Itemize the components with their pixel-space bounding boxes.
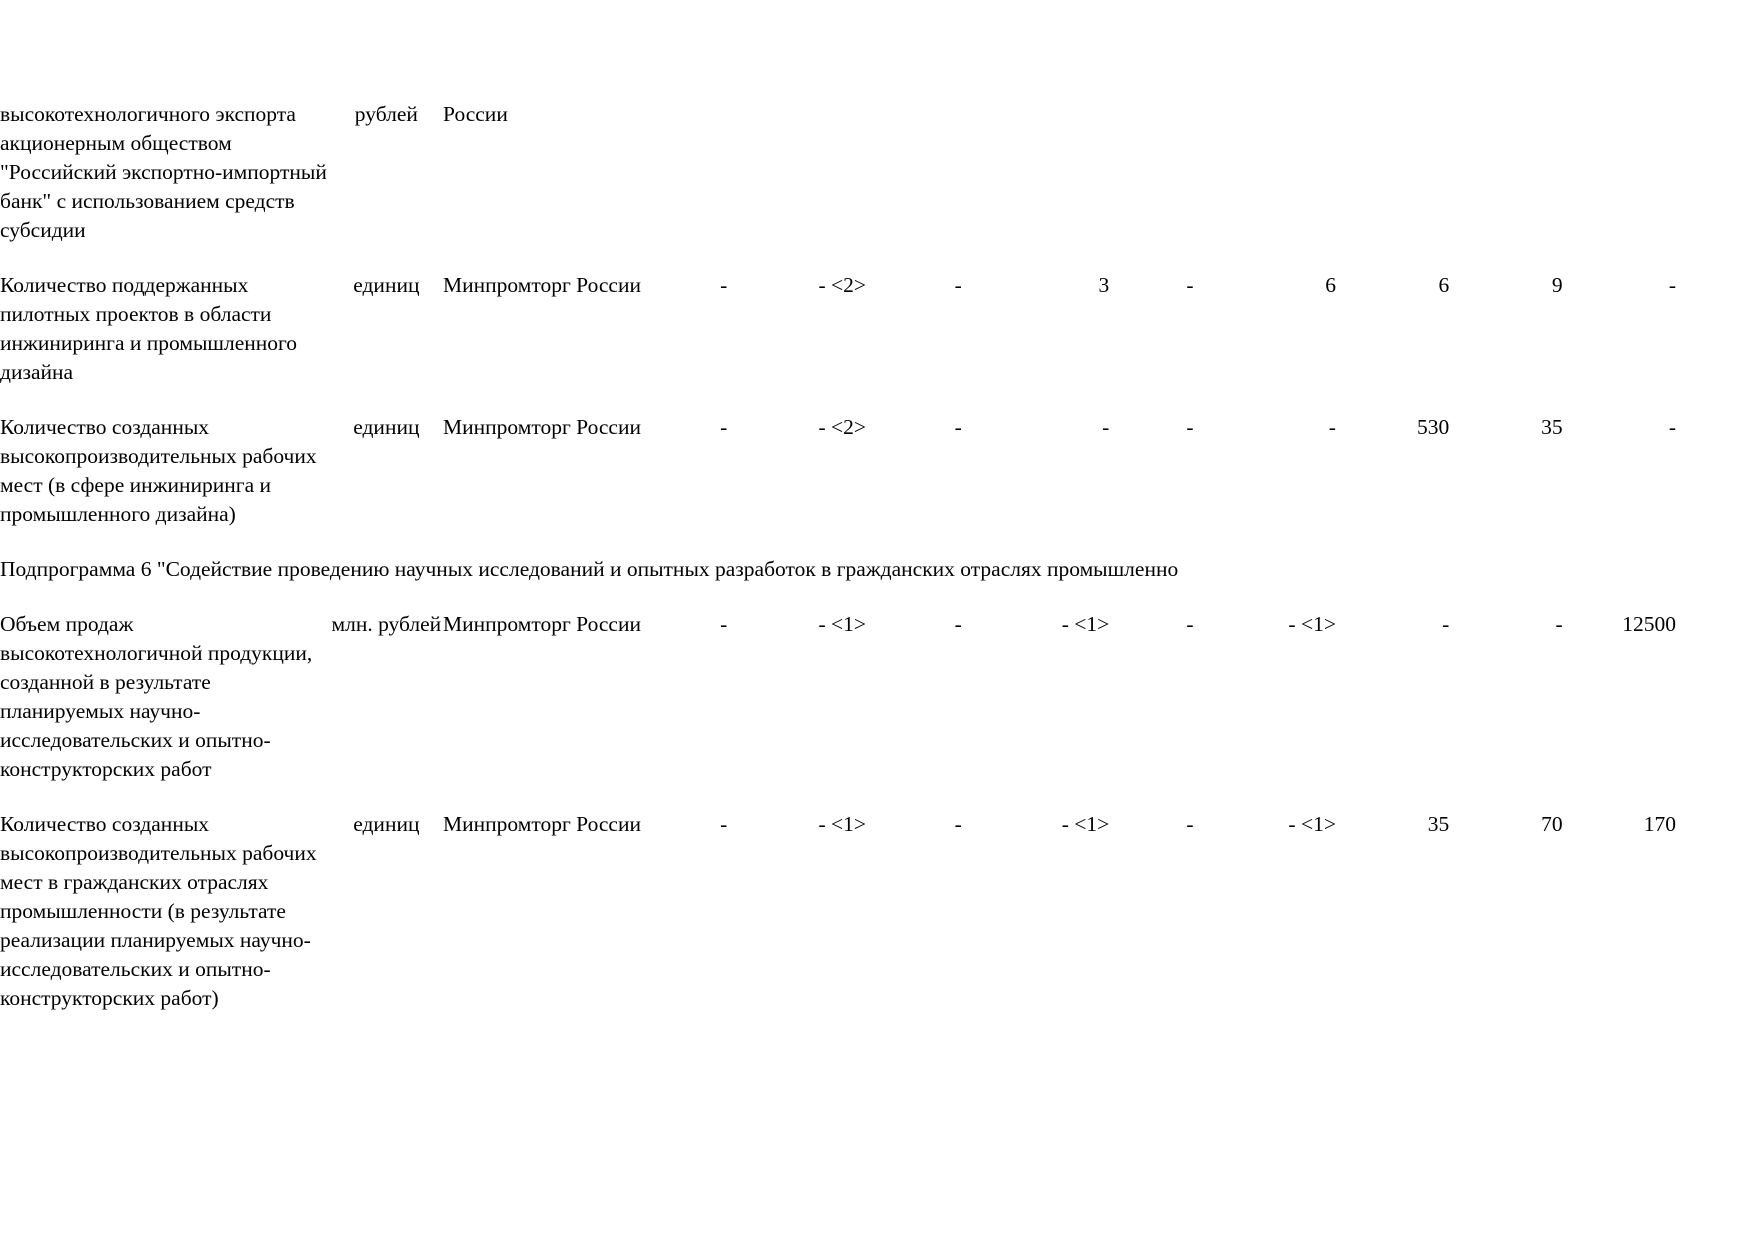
indicator-value: - [1186, 812, 1194, 836]
indicator-value: 6 [1438, 273, 1450, 297]
indicator-value: - <2> [818, 415, 867, 439]
indicator-value: 12500 [1622, 612, 1676, 636]
table-row [0, 271, 1700, 413]
indicator-value [1360, 100, 1473, 271]
indicator-name: Объем продаж высокотехнологичной продукции, созданной в результате планируемых научно-исследовательских и опытно-конструкторских работ [0, 612, 313, 781]
indicator-value: - [1328, 415, 1336, 439]
indicator-value: - [954, 812, 962, 836]
indicator-value: - <1> [1061, 812, 1110, 836]
indicator-value: 530 [1417, 415, 1450, 439]
indicator-value: 35 [1541, 415, 1563, 439]
indicator-name: Количество поддержанных пилотных проектов в области инжиниринга и промышленного дизайна [0, 273, 298, 384]
indicator-value: - <1> [1288, 612, 1336, 636]
indicator-value: - [954, 612, 962, 636]
indicator-value: - [954, 273, 962, 297]
indicator-value: - <1> [1061, 612, 1110, 636]
indicator-value: - [1186, 415, 1194, 439]
indicator-value: - [1668, 415, 1676, 439]
indicators-table [0, 100, 1700, 1039]
indicator-value [1473, 100, 1586, 271]
indicator-responsible: Минпромторг России [443, 415, 641, 439]
indicator-value: - [1102, 415, 1110, 439]
indicator-name: высокотехнологичного экспорта акционерным обществом "Российский экспортно-импортный банк" с использованием средств субсидии [0, 102, 327, 242]
subprogram-heading: Подпрограмма 6 "Содействие проведению научных исследований и опытных разработок в гражданских отраслях промышленно [0, 557, 1179, 581]
indicator-responsible: Минпромторг России [443, 273, 641, 297]
indicator-value: - [720, 612, 728, 636]
indicator-value [1587, 100, 1700, 271]
indicator-value: - [1186, 273, 1194, 297]
indicator-value: 6 [1325, 273, 1336, 297]
table-row [0, 810, 1700, 1039]
indicator-name: Количество созданных высокопроизводительных рабочих мест в гражданских отраслях промышленности (в результате реализации планируемых научно-исследовательских и опытно-конструкторских работ) [0, 812, 317, 1010]
indicator-value: - [1668, 273, 1676, 297]
indicator-unit: единиц [353, 415, 420, 439]
indicator-value: 70 [1541, 812, 1563, 836]
table-row [0, 100, 1700, 271]
indicator-value: 3 [1098, 273, 1110, 297]
indicator-value [901, 100, 1014, 271]
indicator-unit: рублей [354, 102, 418, 126]
indicator-value: - [720, 273, 728, 297]
indicator-value: - [1186, 612, 1194, 636]
indicator-value: - [720, 415, 728, 439]
indicator-unit: единиц [353, 273, 420, 297]
indicator-responsible: Минпромторг России [443, 812, 641, 836]
indicator-name: Количество созданных высокопроизводительных рабочих мест (в сфере инжиниринга и промышленного дизайна) [0, 415, 317, 526]
indicator-value [783, 100, 901, 271]
indicator-value: 9 [1551, 273, 1563, 297]
indicator-value: - <2> [818, 273, 867, 297]
indicator-value [1133, 100, 1246, 271]
indicator-value [1015, 100, 1133, 271]
indicator-value [665, 100, 783, 271]
indicator-unit: единиц [353, 812, 420, 836]
indicator-value: - [954, 415, 962, 439]
indicator-value: - <1> [818, 812, 867, 836]
indicator-value [1247, 100, 1360, 271]
indicator-value: - [720, 812, 728, 836]
indicator-value: - [1555, 612, 1563, 636]
indicator-value: - <1> [818, 612, 867, 636]
indicator-responsible: Минпромторг России [443, 612, 641, 636]
indicator-value: 170 [1643, 812, 1676, 836]
subprogram-heading-row [0, 555, 1700, 610]
indicator-unit: млн. рублей [331, 612, 442, 636]
indicator-value: - [1442, 612, 1450, 636]
table-row [0, 413, 1700, 555]
table-row [0, 610, 1700, 810]
indicator-value: 35 [1427, 812, 1450, 836]
indicator-value: - <1> [1288, 812, 1336, 836]
indicator-responsible: России [443, 102, 508, 126]
